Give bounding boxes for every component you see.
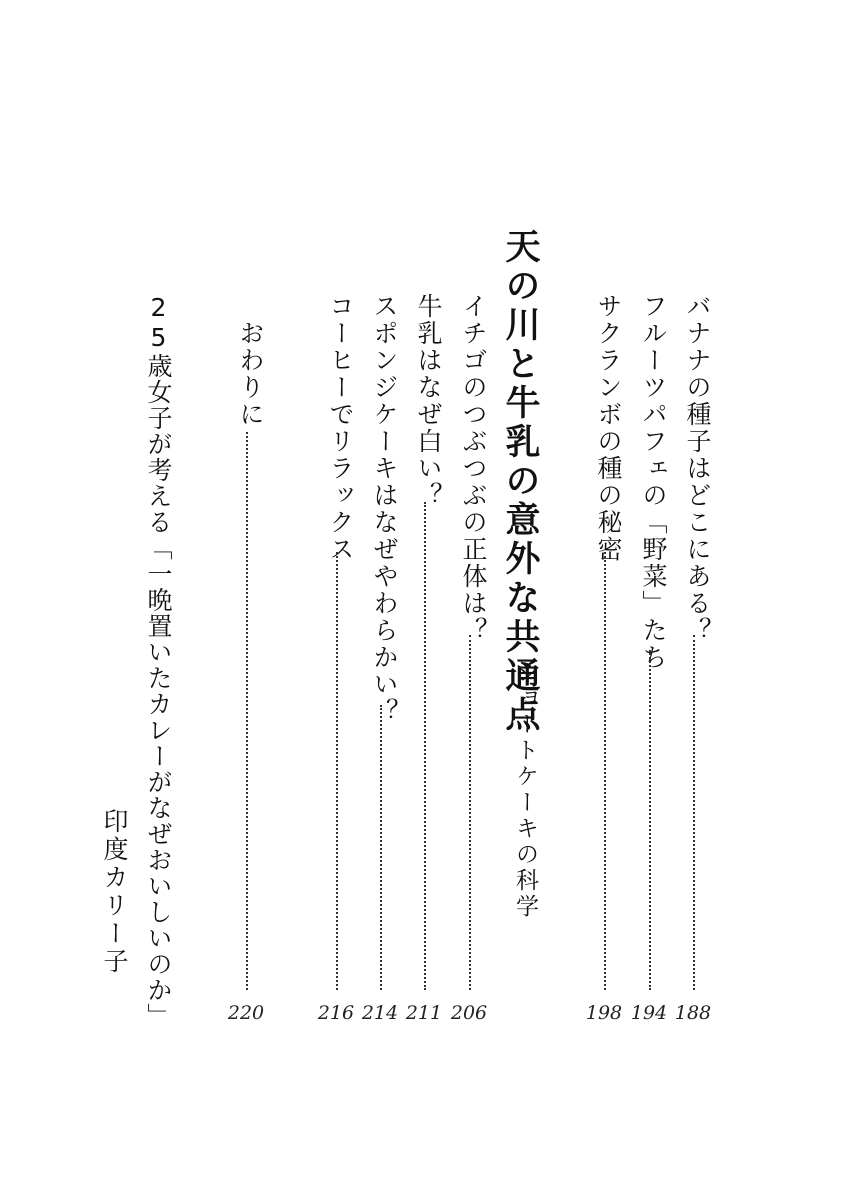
toc-leader-dots <box>424 502 426 990</box>
toc-leader-dots <box>604 552 606 990</box>
toc-page-number: 216 <box>317 1002 355 1024</box>
toc-entry-title: サクランボの種の秘密 <box>594 293 623 563</box>
toc-entry-title: おわりに <box>236 320 265 428</box>
toc-leader-dots <box>469 635 471 990</box>
toc-leader-dots <box>380 705 382 990</box>
essay-title: 25歳女子が考える「一晩置いたカレーがなぜおいしいのか」 <box>144 293 173 1029</box>
section-subtitle: ショートケーキの科学 <box>512 660 538 920</box>
toc-entry-title: コーヒーでリラックス <box>326 293 355 563</box>
toc-page-number: 206 <box>450 1002 488 1024</box>
toc-page-number: 194 <box>630 1002 668 1024</box>
toc-page-number: 220 <box>227 1002 265 1024</box>
toc-page-number: 188 <box>674 1002 712 1024</box>
toc-page-number: 211 <box>405 1002 443 1024</box>
toc-entry-title: 牛乳はなぜ白い？ <box>414 293 443 509</box>
toc-entry-title: スポンジケーキはなぜやわらかい？ <box>370 293 399 725</box>
toc-page-number: 198 <box>585 1002 623 1024</box>
toc-entry-title: イチゴのつぶつぶの正体は？ <box>459 293 488 644</box>
toc-entry-title: フルーツパフェの「野菜」たち <box>639 293 668 671</box>
toc-leader-dots <box>693 635 695 990</box>
toc-entry-title: バナナの種子はどこにある？ <box>683 293 712 644</box>
essay-author: 印度カリー子 <box>100 808 129 976</box>
toc-leader-dots <box>649 650 651 990</box>
toc-leader-dots <box>246 432 248 990</box>
section-heading: 天の川と牛乳の意外な共通点 <box>500 228 540 735</box>
toc-page-number: 214 <box>361 1002 399 1024</box>
toc-leader-dots <box>336 552 338 990</box>
